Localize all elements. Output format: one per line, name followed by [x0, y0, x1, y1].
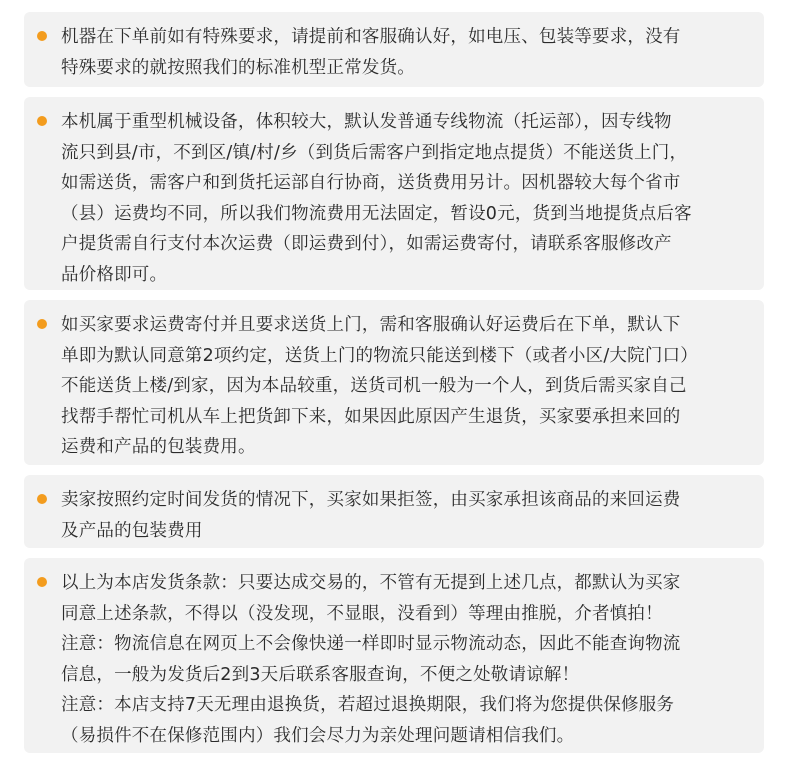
- notice-text-line: 本机属于重型机械设备，体积较大，默认发普通专线物流（托运部），因专线物: [61, 112, 672, 132]
- notice-text-line: 找帮手帮忙司机从车上把货卸下来，如果因此原因产生退货，买家要承担来回的: [61, 406, 681, 427]
- notice-text-line: 机器在下单前如有特殊要求，请提前和客服确认好，如电压、包装等要求，没有: [61, 27, 681, 47]
- bullet-dot-icon: [37, 116, 47, 126]
- notice-text-line: （易损件不在保修范围内）我们会尽力为亲处理问题请相信我们。: [61, 725, 575, 746]
- notice-text-line: 运费和产品的包装费用。: [61, 437, 256, 457]
- notice-text-line: 如买家要求运费寄付并且要求送货上门，需和客服确认好运费后在下单，默认下: [61, 315, 681, 335]
- notice-text-line: 不能送货上楼/到家，因为本品较重，送货司机一般为一个人，到货后需买家自己: [61, 376, 687, 396]
- bullet-dot-icon: [37, 494, 47, 504]
- notice-text-line: 户提货需自行支付本次运费（即运费到付），如需运费寄付，请联系客服修改产: [61, 234, 672, 254]
- bullet-dot-icon: [37, 319, 47, 329]
- notice-list: [24, 12, 764, 763]
- notice-text-line: 注意：本店支持7天无理由退换货，若超过退换期限，我们将为您提供保修服务: [61, 695, 675, 715]
- notice-text-line: 以上为本店发货条款：只要达成交易的，不管有无提到上述几点，都默认为买家: [61, 573, 681, 593]
- notice-card-door-delivery: [24, 300, 764, 465]
- notice-card-custom-requirements: [24, 12, 764, 87]
- bullet-dot-icon: [37, 31, 47, 41]
- notice-text-line: 同意上述条款，不得以（没发现，不显眼，没看到）等理由推脱，介者慎拍！: [61, 603, 663, 624]
- notice-card-freight-shipping: [24, 97, 764, 290]
- notice-text-line: 流只到县/市，不到区/镇/村/乡（到货后需客户到指定地点提货）不能送货上门，: [61, 142, 688, 163]
- notice-text-line: 单即为默认同意第2项约定，送货上门的物流只能送到楼下（或者小区/大院门口）: [61, 345, 698, 366]
- notice-text-line: 及产品的包装费用: [61, 520, 203, 541]
- bullet-dot-icon: [37, 577, 47, 587]
- notice-card-store-terms: [24, 558, 764, 753]
- notice-text-line: 信息，一般为发货后2到3天后联系客服查询，不便之处敬请谅解！: [61, 664, 580, 685]
- notice-text-line: 品价格即可。: [61, 264, 168, 285]
- notice-text-line: 如需送货，需客户和到货托运部自行协商，送货费用另计。因机器较大每个省市: [61, 173, 681, 193]
- notice-card-refusal: [24, 475, 764, 548]
- notice-text-line: 注意：物流信息在网页上不会像快递一样即时显示物流动态，因此不能查询物流: [61, 634, 681, 654]
- notice-text-line: 特殊要求的就按照我们的标准机型正常发货。: [61, 57, 415, 78]
- notice-text-line: 卖家按照约定时间发货的情况下，买家如果拒签，由买家承担该商品的来回运费: [61, 490, 681, 510]
- notice-text-line: （县）运费均不同，所以我们物流费用无法固定，暂设0元，货到当地提货点后客: [61, 203, 692, 224]
